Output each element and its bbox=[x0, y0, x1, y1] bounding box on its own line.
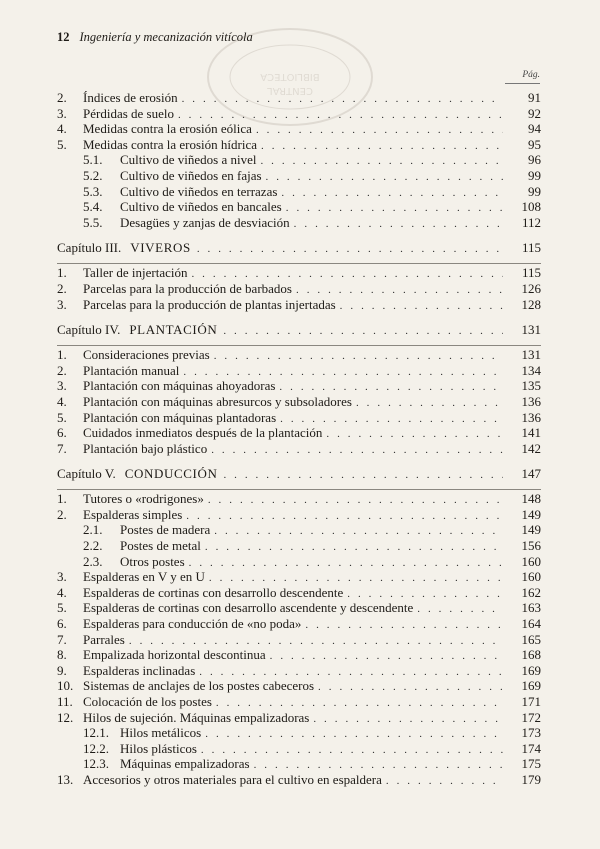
entry-title: Espalderas en V y en U bbox=[83, 569, 205, 585]
entry-title: Parcelas para la producción de plantas injertadas bbox=[83, 296, 336, 312]
entry-number: 2. bbox=[57, 90, 67, 105]
entry-page: 134 bbox=[521, 362, 541, 378]
entry-page: 112 bbox=[521, 214, 541, 230]
leader-dots bbox=[182, 92, 503, 108]
entry-page: 156 bbox=[521, 538, 541, 554]
entry-title: Cultivo de viñedos a nivel bbox=[120, 152, 257, 168]
entry-page: 99 bbox=[528, 183, 541, 199]
toc-entry bbox=[57, 538, 541, 554]
toc-entry bbox=[57, 425, 541, 441]
entry-page: 179 bbox=[521, 771, 541, 787]
entry-number: 2.2. bbox=[83, 538, 103, 554]
leader-dots bbox=[386, 774, 503, 790]
page-header bbox=[57, 30, 540, 45]
stamp-line1: BIBLIOTECA bbox=[260, 71, 320, 82]
entry-page: 149 bbox=[521, 506, 541, 522]
entry-title: Hilos metálicos bbox=[120, 725, 202, 741]
leader-dots bbox=[340, 299, 503, 315]
entry-number: 3. bbox=[57, 105, 67, 121]
entry-number: 2. bbox=[57, 362, 67, 378]
toc-entry bbox=[57, 137, 541, 153]
entry-page: 160 bbox=[521, 553, 541, 569]
entry-page: 91 bbox=[528, 90, 541, 105]
page-column-label: Pág. bbox=[522, 70, 540, 80]
entry-number: 3. bbox=[57, 569, 67, 585]
entry-page: 99 bbox=[528, 167, 541, 183]
leader-dots bbox=[214, 524, 503, 540]
toc-entry bbox=[57, 90, 541, 106]
entry-page: 172 bbox=[521, 709, 541, 725]
entry-number: 6. bbox=[57, 616, 67, 632]
entry-page: 169 bbox=[521, 678, 541, 694]
entry-number: 5. bbox=[57, 600, 67, 616]
entry-number: 5.5. bbox=[83, 214, 103, 230]
toc-entry bbox=[57, 215, 541, 231]
entry-page: 160 bbox=[521, 569, 541, 585]
toc-entry bbox=[57, 265, 541, 281]
entry-number: 5.3. bbox=[83, 183, 103, 199]
entry-page: 162 bbox=[521, 584, 541, 600]
toc-entry bbox=[57, 152, 541, 168]
entry-title: Cultivo de viñedos en fajas bbox=[120, 167, 262, 183]
chapter-label: Capítulo IV. bbox=[57, 322, 121, 338]
entry-title: Medidas contra la erosión eólica bbox=[83, 121, 252, 137]
entry-title: Desagües y zanjas de desviación bbox=[120, 214, 290, 230]
toc-entry bbox=[57, 585, 541, 601]
entry-title: Plantación con máquinas abresurcos y subsoladores bbox=[83, 393, 352, 409]
entry-title: Postes de madera bbox=[120, 522, 211, 538]
entry-number: 4. bbox=[57, 393, 67, 409]
leader-dots bbox=[189, 556, 503, 572]
leader-dots bbox=[208, 493, 503, 509]
entry-page: 168 bbox=[521, 647, 541, 663]
entry-page: 149 bbox=[521, 522, 541, 538]
entry-title: Plantación manual bbox=[83, 362, 180, 378]
chapter-heading bbox=[57, 239, 541, 256]
table-of-contents bbox=[57, 90, 541, 788]
leader-dots bbox=[313, 712, 503, 728]
leader-dots bbox=[214, 349, 503, 365]
leader-dots bbox=[281, 186, 503, 202]
entry-page: 136 bbox=[521, 393, 541, 409]
leader-dots bbox=[256, 123, 503, 139]
leader-dots bbox=[260, 154, 503, 170]
toc-entry bbox=[57, 394, 541, 410]
leader-dots bbox=[205, 727, 503, 743]
leader-dots bbox=[186, 509, 503, 525]
entry-number: 12. bbox=[57, 709, 74, 725]
entry-number: 1. bbox=[57, 491, 67, 507]
leader-dots bbox=[211, 443, 503, 459]
entry-page: 142 bbox=[521, 440, 541, 456]
toc-entry bbox=[57, 121, 541, 137]
leader-dots bbox=[286, 201, 503, 217]
toc-entry bbox=[57, 441, 541, 457]
entry-page: 115 bbox=[521, 265, 541, 281]
entry-number: 2.3. bbox=[83, 553, 103, 569]
chapter-page: 131 bbox=[521, 322, 541, 338]
entry-title: Espalderas para conducción de «no poda» bbox=[83, 616, 302, 632]
leader-dots bbox=[223, 323, 503, 340]
toc-entry bbox=[57, 756, 541, 772]
entry-title: Sistemas de anclajes de los postes cabeceros bbox=[83, 678, 315, 694]
toc-entry bbox=[57, 363, 541, 379]
leader-dots bbox=[266, 170, 503, 186]
chapter-rule bbox=[57, 489, 541, 490]
entry-title: Empalizada horizontal descontinua bbox=[83, 647, 266, 663]
entry-title: Cuidados inmediatos después de la plantación bbox=[83, 425, 323, 441]
toc-entry bbox=[57, 184, 541, 200]
entry-number: 13. bbox=[57, 771, 74, 787]
chapter-title: PLANTACIÓN bbox=[129, 322, 218, 338]
header-page-number: 12 bbox=[57, 30, 70, 44]
toc-entry bbox=[57, 647, 541, 663]
chapter-page: 115 bbox=[521, 240, 541, 256]
entry-number: 8. bbox=[57, 647, 67, 663]
toc-entry bbox=[57, 199, 541, 215]
entry-page: 128 bbox=[521, 296, 541, 312]
entry-title: Plantación bajo plástico bbox=[83, 440, 208, 456]
chapter-label: Capítulo V. bbox=[57, 466, 116, 482]
entry-title: Taller de injertación bbox=[83, 265, 188, 281]
entry-page: 165 bbox=[521, 631, 541, 647]
entry-number: 5. bbox=[57, 409, 67, 425]
toc-entry bbox=[57, 772, 541, 788]
entry-page: 148 bbox=[521, 491, 541, 507]
entry-page: 126 bbox=[521, 280, 541, 296]
entry-number: 3. bbox=[57, 378, 67, 394]
entry-number: 5.1. bbox=[83, 152, 103, 168]
entry-number: 9. bbox=[57, 662, 67, 678]
leader-dots bbox=[197, 241, 503, 258]
entry-title: Consideraciones previas bbox=[83, 347, 210, 363]
entry-number: 12.3. bbox=[83, 756, 109, 772]
entry-number: 2. bbox=[57, 506, 67, 522]
entry-title: Cultivo de viñedos en terrazas bbox=[120, 183, 278, 199]
entry-title: Máquinas empalizadoras bbox=[120, 756, 250, 772]
entry-page: 131 bbox=[521, 347, 541, 363]
chapter-heading bbox=[57, 465, 541, 482]
entry-title: Hilos plásticos bbox=[120, 740, 197, 756]
stamp-line2: CENTRAL bbox=[267, 85, 313, 96]
toc-entry bbox=[57, 616, 541, 632]
entry-page: 141 bbox=[521, 425, 541, 441]
entry-title: Espalderas de cortinas con desarrollo ascendente y descendente bbox=[83, 600, 414, 616]
leader-dots bbox=[205, 540, 503, 556]
entry-number: 5. bbox=[57, 136, 67, 152]
entry-number: 1. bbox=[57, 347, 67, 363]
entry-page: 171 bbox=[521, 694, 541, 709]
entry-number: 3. bbox=[57, 296, 67, 312]
entry-title: Colocación de los postes bbox=[83, 694, 212, 709]
entry-title: Otros postes bbox=[120, 553, 185, 569]
entry-page: 174 bbox=[521, 740, 541, 756]
entry-title: Medidas contra la erosión hídrica bbox=[83, 136, 257, 152]
entry-number: 7. bbox=[57, 440, 67, 456]
leader-dots bbox=[417, 602, 503, 618]
toc-entry bbox=[57, 600, 541, 616]
entry-page: 136 bbox=[521, 409, 541, 425]
chapter-rule bbox=[57, 263, 541, 264]
entry-page: 95 bbox=[528, 136, 541, 152]
toc-entry bbox=[57, 569, 541, 585]
toc-entry bbox=[57, 741, 541, 757]
entry-page: 96 bbox=[528, 152, 541, 168]
toc-entry bbox=[57, 281, 541, 297]
leader-dots bbox=[270, 649, 503, 665]
entry-title: Pérdidas de suelo bbox=[83, 105, 174, 121]
entry-page: 164 bbox=[521, 616, 541, 632]
leader-dots bbox=[261, 139, 503, 155]
entry-title: Espalderas de cortinas con desarrollo descendente bbox=[83, 584, 344, 600]
entry-number: 4. bbox=[57, 584, 67, 600]
toc-entry bbox=[57, 378, 541, 394]
leader-dots bbox=[318, 680, 503, 696]
toc-entry bbox=[57, 694, 541, 710]
toc-entry bbox=[57, 491, 541, 507]
entry-title: Índices de erosión bbox=[83, 90, 178, 105]
toc-entry bbox=[57, 168, 541, 184]
chapter-title: CONDUCCIÓN bbox=[124, 466, 218, 482]
toc-entry bbox=[57, 522, 541, 538]
toc-entry bbox=[57, 663, 541, 679]
chapter-page: 147 bbox=[521, 466, 541, 482]
entry-number: 6. bbox=[57, 425, 67, 441]
leader-dots bbox=[305, 618, 503, 634]
leader-dots bbox=[223, 467, 503, 484]
chapter-label: Capítulo III. bbox=[57, 240, 122, 256]
leader-dots bbox=[294, 217, 503, 233]
chapter-title: VIVEROS bbox=[130, 240, 191, 256]
entry-title: Plantación con máquinas ahoyadoras bbox=[83, 378, 276, 394]
toc-entry bbox=[57, 347, 541, 363]
entry-page: 169 bbox=[521, 662, 541, 678]
entry-number: 2. bbox=[57, 280, 67, 296]
entry-number: 12.1. bbox=[83, 725, 109, 741]
entry-number: 4. bbox=[57, 121, 67, 137]
entry-title: Hilos de sujeción. Máquinas empalizadoras bbox=[83, 709, 310, 725]
toc-entry bbox=[57, 678, 541, 694]
entry-title: Accesorios y otros materiales para el cultivo en espaldera bbox=[83, 771, 382, 787]
leader-dots bbox=[356, 396, 503, 412]
entry-page: 108 bbox=[521, 199, 541, 215]
entry-number: 12.2. bbox=[83, 740, 109, 756]
entry-number: 10. bbox=[57, 678, 74, 694]
entry-number: 7. bbox=[57, 631, 67, 647]
toc-entry bbox=[57, 507, 541, 523]
toc-entry bbox=[57, 106, 541, 122]
page-column-rule bbox=[505, 83, 540, 84]
chapter-heading bbox=[57, 321, 541, 338]
header-book-title: Ingeniería y mecanización vitícola bbox=[79, 30, 253, 44]
entry-title: Espalderas inclinadas bbox=[83, 662, 196, 678]
entry-page: 163 bbox=[521, 600, 541, 616]
toc-entry bbox=[57, 410, 541, 426]
entry-number: 11. bbox=[57, 694, 73, 709]
entry-title: Plantación con máquinas plantadoras bbox=[83, 409, 277, 425]
entry-page: 175 bbox=[521, 756, 541, 772]
entry-page: 135 bbox=[521, 378, 541, 394]
entry-page: 173 bbox=[521, 725, 541, 741]
toc-entry bbox=[57, 297, 541, 313]
entry-title: Espalderas simples bbox=[83, 506, 183, 522]
entry-page: 94 bbox=[528, 121, 541, 137]
entry-title: Tutores o «rodrigones» bbox=[83, 491, 204, 507]
entry-page: 92 bbox=[528, 105, 541, 121]
entry-number: 1. bbox=[57, 265, 67, 281]
entry-number: 2.1. bbox=[83, 522, 103, 538]
toc-entry bbox=[57, 725, 541, 741]
entry-number: 5.2. bbox=[83, 167, 103, 183]
chapter-rule bbox=[57, 345, 541, 346]
leader-dots bbox=[326, 427, 503, 443]
toc-entry bbox=[57, 632, 541, 648]
entry-number: 5.4. bbox=[83, 199, 103, 215]
toc-entry bbox=[57, 554, 541, 570]
entry-title: Postes de metal bbox=[120, 538, 201, 554]
entry-title: Parrales bbox=[83, 631, 125, 647]
toc-entry bbox=[57, 710, 541, 726]
entry-title: Cultivo de viñedos en bancales bbox=[120, 199, 282, 215]
entry-title: Parcelas para la producción de barbados bbox=[83, 280, 292, 296]
